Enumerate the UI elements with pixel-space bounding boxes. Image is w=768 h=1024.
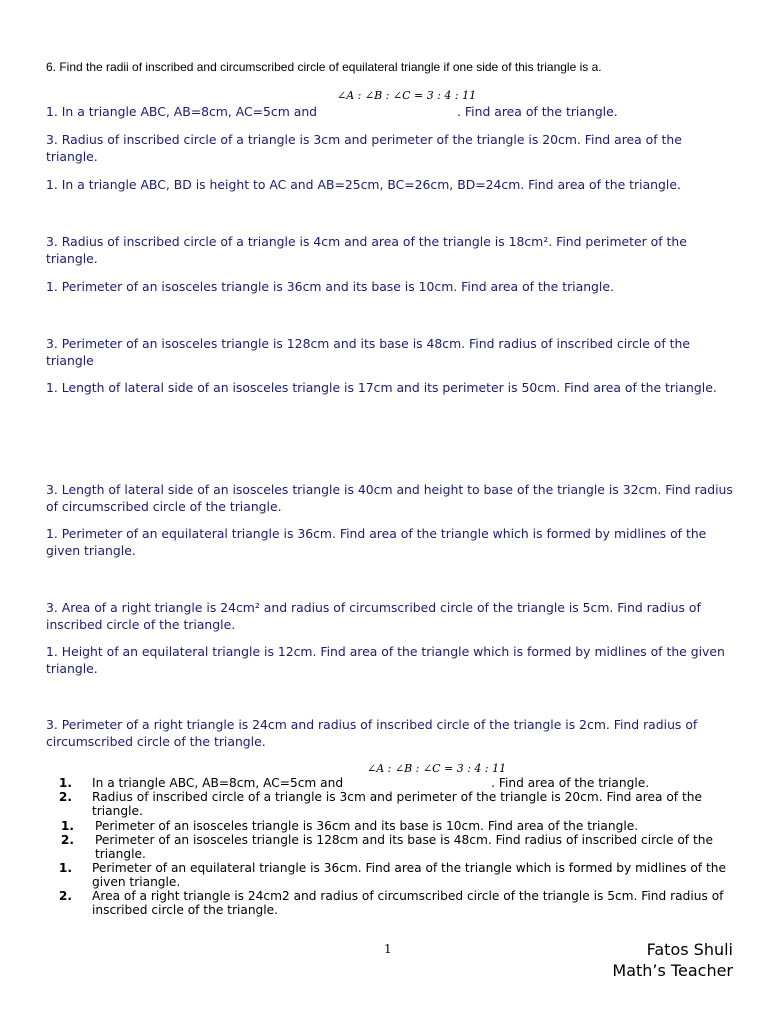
list-item-number: 1.: [60, 819, 74, 833]
list-item-number: 1.: [58, 861, 72, 875]
angle-ratio-formula: ∠A : ∠B : ∠C = 3 : 4 : 11: [337, 89, 477, 102]
list-item-text: Perimeter of an equilateral triangle is 36cm. Find area of the triangle which is formed by midlines of the given triangle.: [92, 861, 726, 889]
problem-3c: 3. Perimeter of an isosceles triangle is 128cm and its base is 48cm. Find radius of inscribed circle of the triangle: [46, 336, 691, 368]
header-problem: 6. Find the radii of inscribed and circumscribed circle of equilateral triangle if one side of this triangle is a.: [46, 60, 602, 74]
list-item-number: 2.: [58, 790, 72, 804]
list-angle-ratio-formula: ∠A : ∠B : ∠C = 3 : 4 : 11: [367, 762, 507, 775]
problem-1f: 1. Height of an equilateral triangle is 12cm. Find area of the triangle which is formed by midlines of the given triangle.: [46, 644, 725, 676]
list-item-text: Area of a right triangle is 24cm2 and radius of circumscribed circle of the triangle is 5cm. Find radius of inscribed circle of the triangle.: [92, 889, 724, 917]
author-name: Fatos Shuli: [646, 940, 733, 959]
problem-3b: 3. Radius of inscribed circle of a triangle is 4cm and area of the triangle is 18cm². Find perimeter of the triangle.: [46, 234, 687, 266]
list-item-number: 2.: [60, 833, 74, 847]
problem-1d: 1. Length of lateral side of an isosceles triangle is 17cm and its perimeter is 50cm. Find area of the triangle.: [46, 380, 717, 395]
numbered-list: [46, 776, 736, 926]
list-item-text: In a triangle ABC, AB=8cm, AC=5cm and . Find area of the triangle.: [92, 776, 650, 790]
list-item-text: Perimeter of an isosceles triangle is 36cm and its base is 10cm. Find area of the triangle.: [95, 819, 639, 833]
problem-3f: 3. Perimeter of a right triangle is 24cm and radius of inscribed circle of the triangle is 2cm. Find radius of circumscribed circle of the triangle.: [46, 717, 698, 749]
author-title: Math’s Teacher: [612, 961, 733, 980]
list-item-text: Perimeter of an isosceles triangle is 128cm and its base is 48cm. Find radius of inscribed circle of the triangle.: [95, 833, 713, 861]
problem-1c: 1. Perimeter of an isosceles triangle is 36cm and its base is 10cm. Find area of the triangle.: [46, 279, 614, 294]
problem-text: 1. In a triangle ABC, AB=8cm, AC=5cm and: [46, 104, 318, 119]
list-item-number: 2.: [58, 889, 72, 903]
problem-1b: 1. In a triangle ABC, BD is height to AC and AB=25cm, BC=26cm, BD=24cm. Find area of the triangle.: [46, 177, 681, 192]
problem-3e: 3. Area of a right triangle is 24cm² and radius of circumscribed circle of the triangle is 5cm. Find radius of inscribed circle of the triangle.: [46, 600, 701, 632]
problem-3a: 3. Radius of inscribed circle of a triangle is 3cm and perimeter of the triangle is 20cm. Find area of the triangle.: [46, 132, 682, 164]
problem-1e: 1. Perimeter of an equilateral triangle is 36cm. Find area of the triangle which is formed by midlines of the given triangle.: [46, 526, 707, 558]
list-item-text: Radius of inscribed circle of a triangle is 3cm and perimeter of the triangle is 20cm. Find area of the triangle.: [92, 790, 702, 818]
problem-1a: [46, 103, 736, 120]
problem-text-tail: . Find area of the triangle.: [457, 104, 618, 119]
list-item-number: 1.: [58, 776, 72, 790]
problem-3d: 3. Length of lateral side of an isosceles triangle is 40cm and height to base of the triangle is 32cm. Find radius of circumscribed circle of the triangle.: [46, 482, 733, 514]
page-number: 1: [384, 942, 392, 956]
